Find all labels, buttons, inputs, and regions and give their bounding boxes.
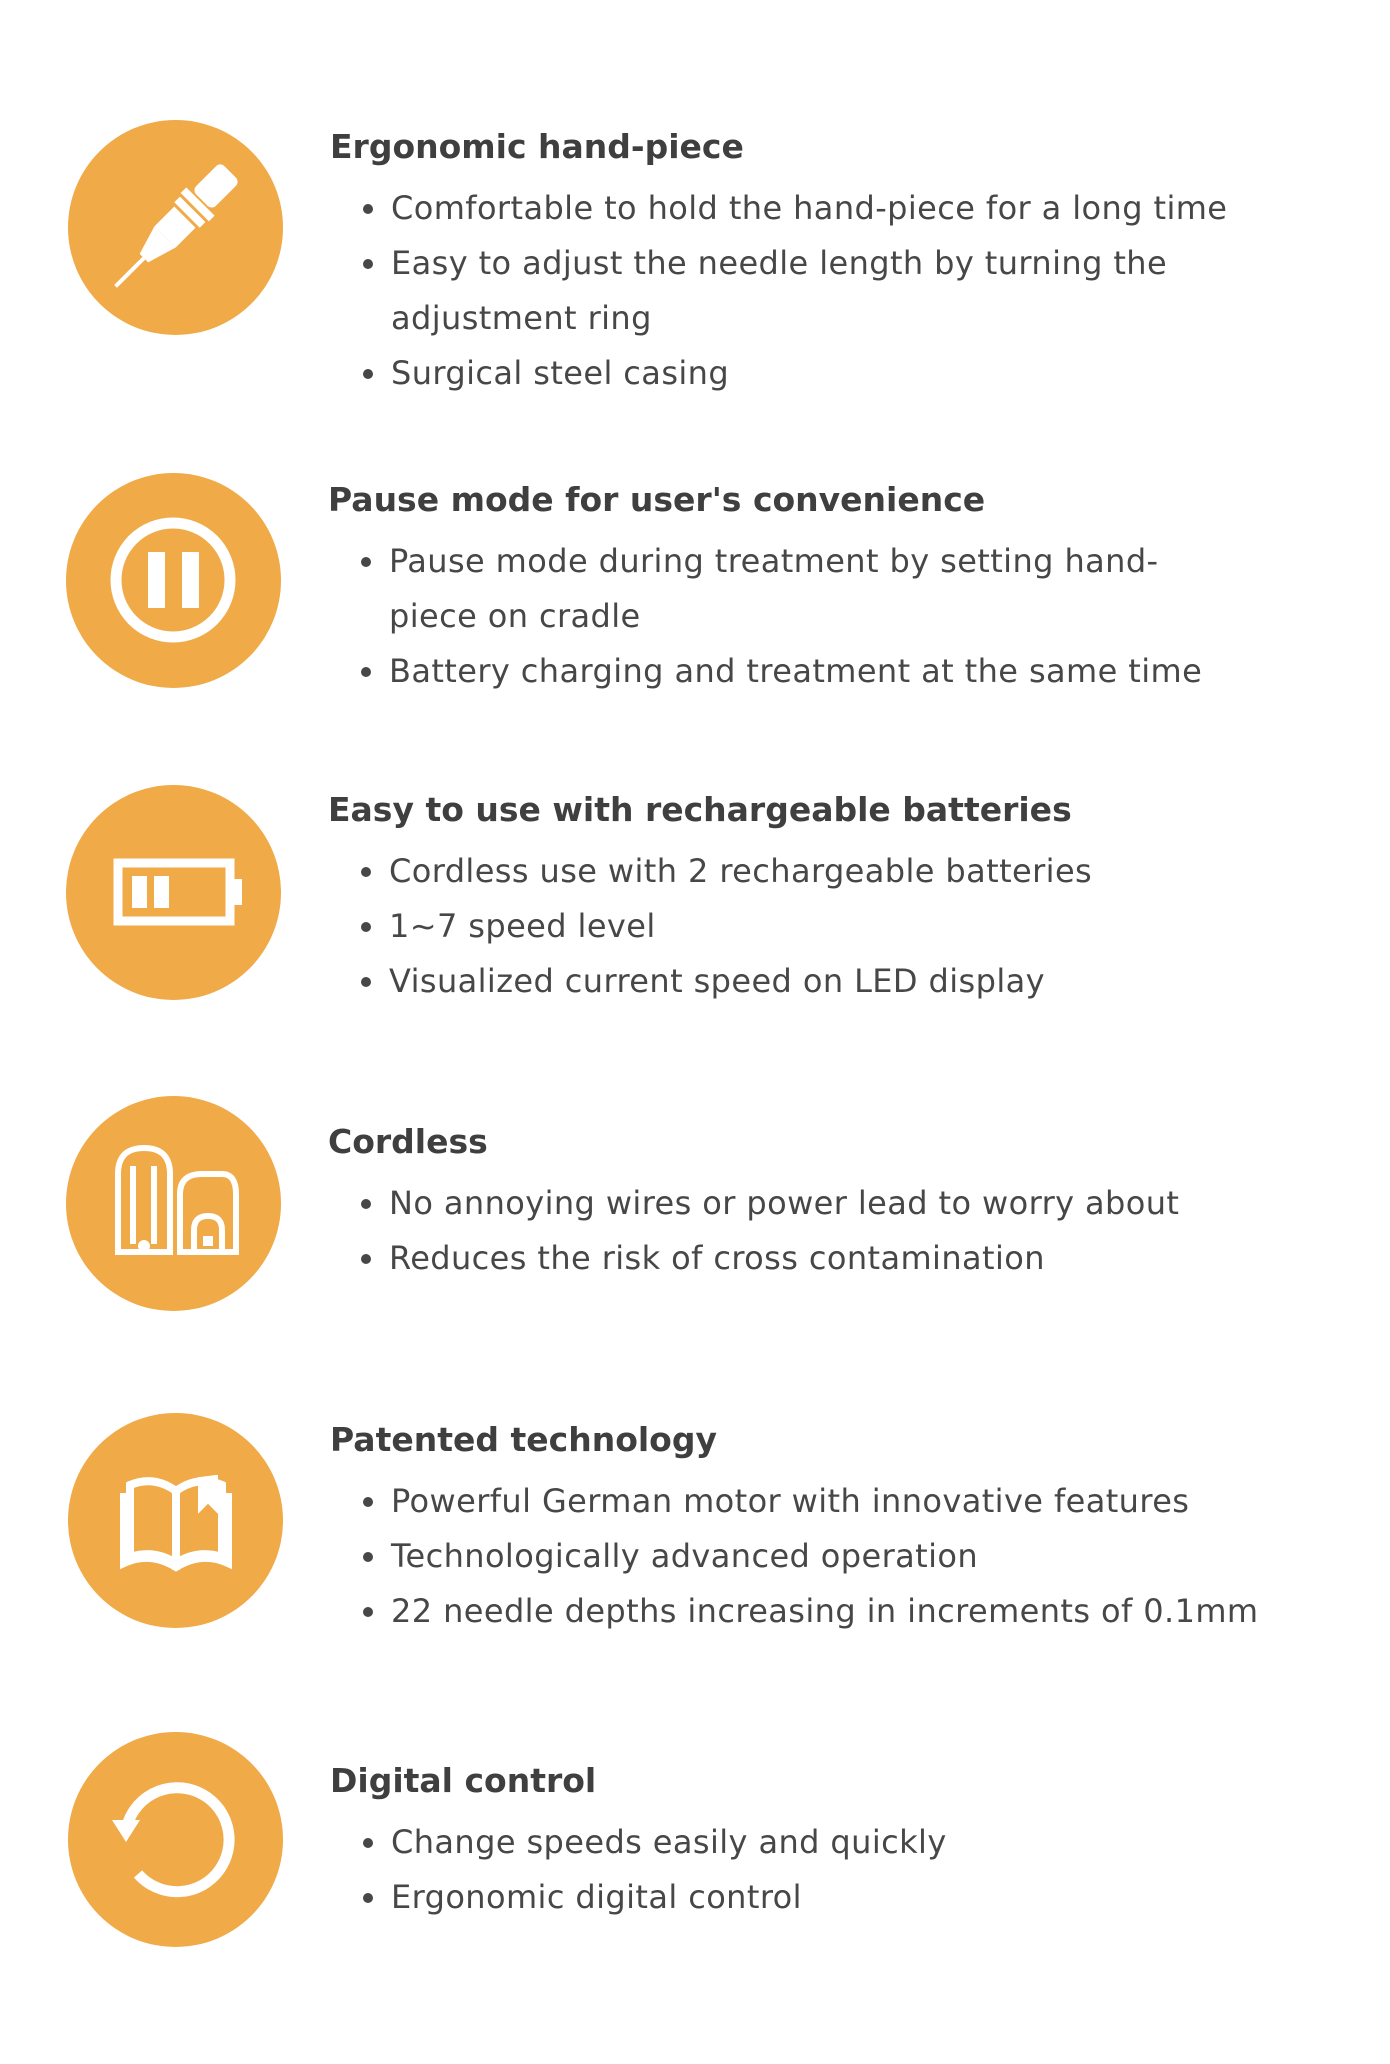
feature-title: Digital control	[330, 1761, 597, 1800]
bullet-item: Comfortable to hold the hand-piece for a long time	[330, 181, 1330, 236]
battery-icon	[66, 785, 281, 1000]
bullet-item: Reduces the risk of cross contamination	[328, 1231, 1328, 1286]
bullet-item: Surgical steel casing	[330, 346, 1330, 401]
feature-content	[328, 1122, 1328, 1286]
bullet-item: Visualized current speed on LED display	[328, 954, 1328, 1009]
book-icon	[68, 1413, 283, 1628]
bullet-item: Battery charging and treatment at the same time	[328, 644, 1328, 699]
feature-title: Cordless	[328, 1122, 488, 1161]
bullet-item: Cordless use with 2 rechargeable batteries	[328, 844, 1328, 899]
feature-title: Ergonomic hand-piece	[330, 127, 744, 166]
feature-content	[328, 790, 1328, 1009]
refresh-icon	[68, 1732, 283, 1947]
feature-bullet-list	[330, 181, 1330, 401]
feature-bullet-list	[330, 1815, 1330, 1925]
feature-content	[328, 480, 1328, 699]
pause-icon	[66, 473, 281, 688]
feature-title: Pause mode for user's convenience	[328, 480, 986, 519]
bullet-item: Powerful German motor with innovative features	[330, 1474, 1330, 1529]
handpiece-icon	[68, 120, 283, 335]
feature-title: Patented technology	[330, 1420, 717, 1459]
bullet-item: Easy to adjust the needle length by turning the adjustment ring	[330, 236, 1271, 346]
bullet-item: Ergonomic digital control	[330, 1870, 1330, 1925]
feature-content	[330, 1420, 1330, 1639]
bullet-item: 1~7 speed level	[328, 899, 1328, 954]
feature-bullet-list	[330, 1474, 1330, 1639]
bullet-item: No annoying wires or power lead to worry about	[328, 1176, 1328, 1231]
bullet-item: Technologically advanced operation	[330, 1529, 1330, 1584]
feature-bullet-list	[328, 1176, 1328, 1286]
charging-cradle-icon	[66, 1096, 281, 1311]
feature-content	[330, 127, 1330, 401]
bullet-item: Pause mode during treatment by setting hand-piece on cradle	[328, 534, 1219, 644]
feature-bullet-list	[328, 844, 1328, 1009]
feature-title: Easy to use with rechargeable batteries	[328, 790, 1072, 829]
feature-bullet-list	[328, 534, 1328, 699]
bullet-item: Change speeds easily and quickly	[330, 1815, 1330, 1870]
feature-content	[330, 1761, 1330, 1925]
bullet-item: 22 needle depths increasing in increments of 0.1mm	[330, 1584, 1330, 1639]
